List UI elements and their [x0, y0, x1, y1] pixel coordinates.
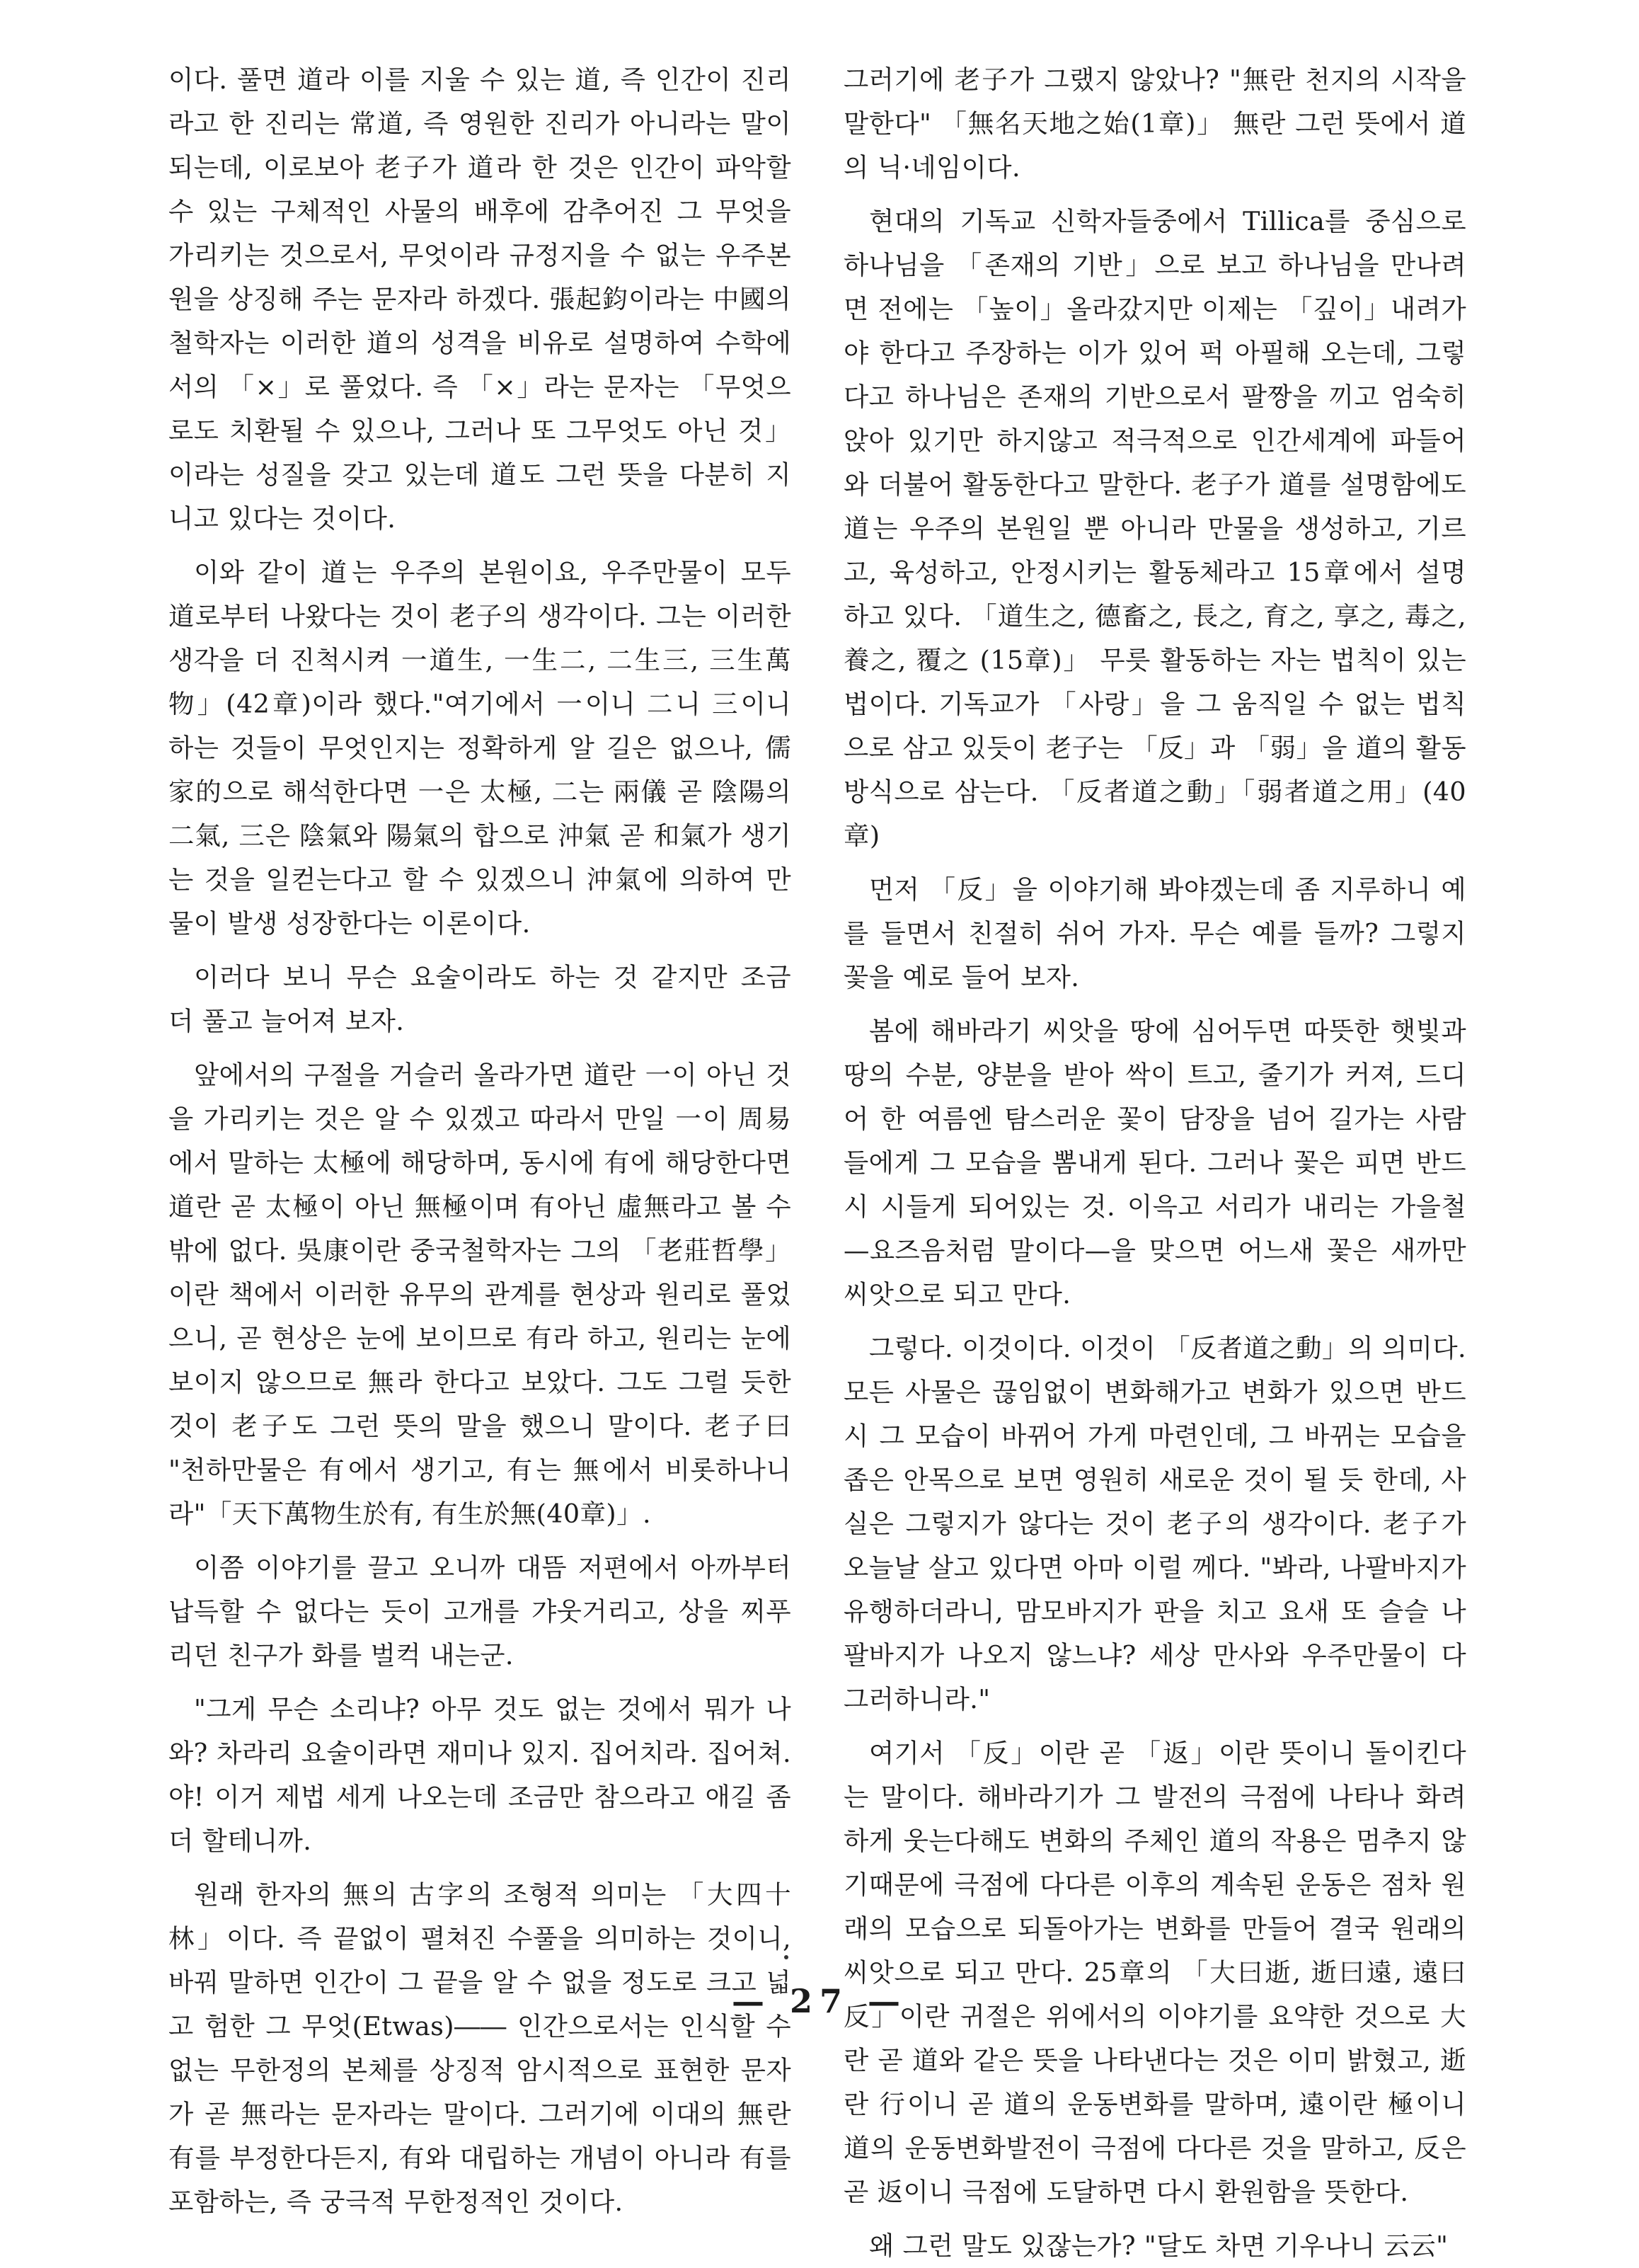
paragraph: 봄에 해바라기 씨앗을 땅에 심어두면 따뜻한 햇빛과 땅의 수분, 양분을 받아 싹이 트고, 줄기가 커져, 드디어 한 여름엔 탐스러운 꽃이 담장을 넘어 길가는 사람들에게 그 모습을 뽐내게 된다. 그러나 꽃은 피면 반드시 시들게 되어있는 것. 이윽고 서리가 내리는 가을철—요즈음처럼 말이다—을 맞으면 어느새 꽃은 새까만 씨앗으로 되고 만다.	[844, 1016, 1466, 1310]
paragraph: 여기서 「反」이란 곧 「返」이란 뜻이니 돌이킨다는 말이다. 해바라기가 그 발전의 극점에 나타나 화려하게 웃는다해도 변화의 주체인 道의 작용은 멈추지 않기때문에 극점에 다다른 이후의 계속된 운동은 점차 원래의 모습으로 되돌아가는 변화를 만들어 결국 원래의 씨앗으로 되고 만다. 25章의 「大曰逝, 逝曰遠, 遠曰反」이란 귀절은 위에서의 이야기를 요약한 것으로 大란 곧 道와 같은 뜻을 나타낸다는 것은 이미 밝혔고, 逝란 行이니 곧 道의 운동변화를 말하며, 遠이란 極이니 道의 운동변화발전이 극점에 다다른 것을 말하고, 反은 곧 返이니 극점에 도달하면 다시 환원함을 뜻한다.	[844, 1738, 1466, 2207]
paragraph: 먼저 「反」을 이야기해 봐야겠는데 좀 지루하니 예를 들면서 친절히 쉬어 가자. 무슨 예를 들까? 그렇지 꽃을 예로 들어 보자.	[844, 874, 1466, 992]
paragraph: 그렇다. 이것이다. 이것이 「反者道之動」의 의미다. 모든 사물은 끊임없이 변화해가고 변화가 있으면 반드시 그 모습이 바뀌어 가게 마련인데, 그 바뀌는 모습을 좁은 안목으로 보면 영원히 새로운 것이 될 듯 한데, 사실은 그렇지가 않다는 것이 老子의 생각이다. 老子가 오늘날 살고 있다면 아마 이럴 께다. "봐라, 나팔바지가 유행하더라니, 맘모바지가 판을 치고 요새 또 슬슬 나팔바지가 나오지 않느냐? 세상 만사와 우주만물이 다 그러하니라."	[844, 1333, 1466, 1714]
paragraph: 그러기에 老子가 그랬지 않았나? "無란 천지의 시작을 말한다" 「無名天地之始(1章)」 無란 그런 뜻에서 道의 닉·네임이다.	[844, 64, 1466, 183]
page-number: — 27 —	[731, 1982, 908, 2020]
paragraph: 이와 같이 道는 우주의 본원이요, 우주만물이 모두 道로부터 나왔다는 것이 老子의 생각이다. 그는 이러한 생각을 더 진척시켜 一道生, 一生二, 二生三, 三生萬物」(42章)이라 했다."여기에서 一이니 二니 三이니 하는 것들이 무엇인지는 정확하게 알 길은 없으나, 儒家的으로 해석한다면 一은 太極, 二는 兩儀 곧 陰陽의 二氣, 三은 陰氣와 陽氣의 합으로 沖氣 곧 和氣가 생기는 것을 일컫는다고 할 수 있겠으니 沖氣에 의하여 만물이 발생 성장한다는 이론이다.	[168, 557, 791, 939]
paragraph: 왜 그런 말도 있잖는가? "달도 차면 기우나니 云云"	[869, 2230, 1449, 2261]
column-separator-dot	[784, 1955, 788, 1959]
paragraph: 원래 한자의 無의 古字의 조형적 의미는 「大四十林」이다. 즉 끝없이 펼쳐진 수풀을 의미하는 것이니, 바꿔 말하면 인간이 그 끝을 알 수 없을 정도로 크고 넓고 험한 그 무엇(Etwas)―― 인간으로서는 인식할 수 없는 무한정의 본체를 상징적 암시적으로 표현한 문자가 곧 無라는 문자라는 말이다. 그러기에 이대의 無란 有를 부정한다든지, 有와 대립하는 개념이 아니라 有를 포함하는, 즉 궁극적 무한정적인 것이다.	[168, 1879, 791, 2217]
paragraph: 현대의 기독교 신학자들중에서 Tillica를 중심으로 하나님을 「존재의 기반」으로 보고 하나님을 만나려면 전에는 「높이」올라갔지만 이제는 「깊이」내려가야 한다고 주장하는 이가 있어 퍽 아필해 오는데, 그렇다고 하나님은 존재의 기반으로서 팔짱을 끼고 엄숙히 앉아 있기만 하지않고 적극적으로 인간세계에 파들어 와 더불어 활동한다고 말한다. 老子가 道를 설명함에도 道는 우주의 본원일 뿐 아니라 만물을 생성하고, 기르고, 육성하고, 안정시키는 활동체라고 15章에서 설명하고 있다. 「道生之, 德畜之, 長之, 育之, 享之, 毒之, 養之, 覆之 (15章)」 무릇 활동하는 자는 법칙이 있는 법이다. 기독교가 「사랑」을 그 움직일 수 없는 법칙으로 삼고 있듯이 老子는 「反」과 「弱」을 道의 활동방식으로 삼는다. 「反者道之動」「弱者道之用」(40章)	[844, 206, 1466, 851]
right-column	[844, 58, 1466, 2261]
paragraph: 이다. 풀면 道라 이를 지울 수 있는 道, 즉 인간이 진리라고 한 진리는 常道, 즉 영원한 진리가 아니라는 말이 되는데, 이로보아 老子가 道라 한 것은 인간이 파악할 수 있는 구체적인 사물의 배후에 감추어진 그 무엇을 가리키는 것으로서, 무엇이라 규정지을 수 없는 우주본원을 상징해 주는 문자라 하겠다. 張起鈞이라는 中國의 철학자는 이러한 道의 성격을 비유로 설명하여 수학에서의 「×」로 풀었다. 즉 「×」라는 문자는 「무엇으로도 치환될 수 있으나, 그러나 또 그무엇도 아닌 것」 이라는 성질을 갖고 있는데 道도 그런 뜻을 다분히 지니고 있다는 것이다.	[168, 64, 791, 534]
left-column	[168, 58, 791, 2217]
paragraph: "그게 무슨 소리냐? 아무 것도 없는 것에서 뭐가 나와? 차라리 요술이라면 재미나 있지. 집어치라. 집어쳐. 야! 이거 제법 세게 나오는데 조금만 참으라고 애길 좀더 할테니까.	[168, 1694, 791, 1856]
paragraph: 이쯤 이야기를 끌고 오니까 대뜸 저편에서 아까부터 납득할 수 없다는 듯이 고개를 갸웃거리고, 상을 찌푸리던 친구가 화를 벌컥 내는군.	[168, 1552, 791, 1671]
paragraph: 이러다 보니 무슨 요술이라도 하는 것 같지만 조금 더 풀고 늘어져 보자.	[168, 962, 791, 1036]
paragraph: 앞에서의 구절을 거슬러 올라가면 道란 一이 아닌 것을 가리키는 것은 알 수 있겠고 따라서 만일 一이 周易에서 말하는 太極에 해당하며, 동시에 有에 해당한다면 道란 곧 太極이 아닌 無極이며 有아닌 虛無라고 볼 수 밖에 없다. 吳康이란 중국철학자는 그의 「老莊哲學」이란 책에서 이러한 유무의 관계를 현상과 원리로 풀었으니, 곧 현상은 눈에 보이므로 有라 하고, 원리는 눈에 보이지 않으므로 無라 한다고 보았다. 그도 그럴 듯한 것이 老子도 그런 뜻의 말을 했으니 말이다. 老子曰 "천하만물은 有에서 생기고, 有는 無에서 비롯하나니라"「天下萬物生於有, 有生於無(40章)」.	[168, 1060, 791, 1529]
